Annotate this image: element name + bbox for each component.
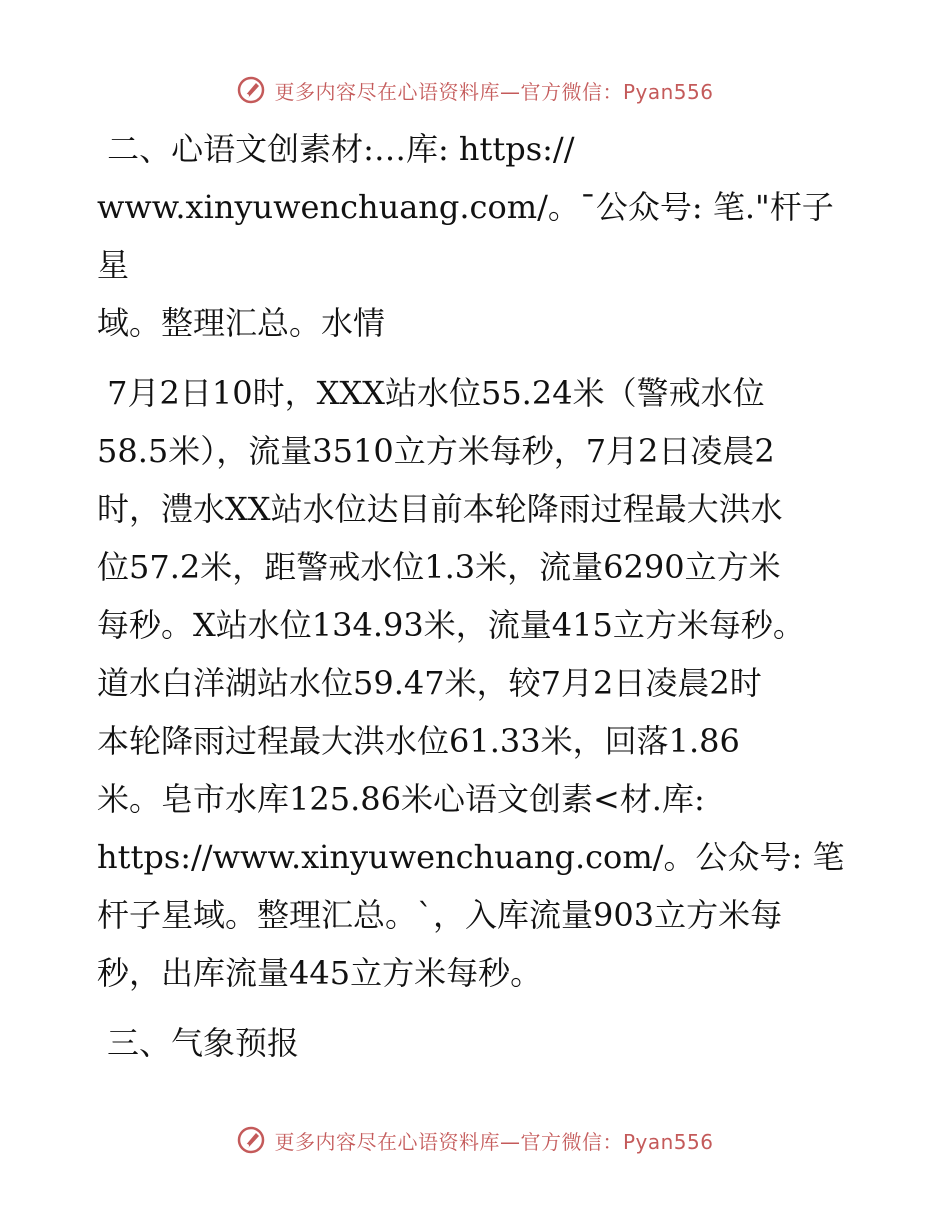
watermark-text: 更多内容尽在心语资料库—官方微信：Pyan556 [274, 1129, 714, 1154]
paragraph-line: 杆子星域。整理汇总。`，入库流量903立方米每 [97, 896, 783, 934]
paragraph-line: https://www.xinyuwenchuang.com/。公众号: 笔 [97, 838, 845, 876]
watermark-text: 更多内容尽在心语资料库—官方微信：Pyan556 [274, 79, 714, 104]
header-watermark [0, 70, 950, 110]
paragraph-line: 秒，出库流量445立方米每秒。 [97, 954, 543, 992]
paragraph-line: 每秒。X站水位134.93米，流量415立方米每秒。 [97, 606, 805, 644]
paragraph-line: 时，澧水XX站水位达目前本轮降雨过程最大洪水 [97, 490, 783, 528]
section3-heading: 三、气象预报 [107, 1024, 300, 1062]
document-body [97, 120, 857, 1072]
paragraph-line: 7月2日10时，XXX站水位55.24米（警戒水位 [97, 374, 765, 412]
pen-logo-icon [236, 75, 266, 105]
paragraph-line: 本轮降雨过程最大洪水位61.33米，回落1.86 [97, 722, 740, 760]
footer-watermark [0, 1120, 950, 1160]
paragraph-line: 58.5米），流量3510立方米每秒，7月2日凌晨2 [97, 432, 775, 470]
paragraph-line: 道水白洋湖站水位59.47米，较7月2日凌晨2时 [97, 664, 762, 702]
section2-line-2: www.xinyuwenchuang.com/。¯公众号: 笔."杆子星 [97, 188, 834, 284]
pen-logo-icon [236, 1125, 266, 1155]
paragraph-line: 位57.2米，距警戒水位1.3米，流量6290立方米 [97, 548, 781, 586]
water-report-paragraph [97, 364, 857, 1002]
section2-line-3: 域。整理汇总。水情 [97, 304, 386, 342]
section2-line-1: 二、心语文创素材:…库: https:// [97, 130, 575, 168]
paragraph-line: 米。皂市水库125.86米心语文创素<材.库: [97, 780, 705, 818]
